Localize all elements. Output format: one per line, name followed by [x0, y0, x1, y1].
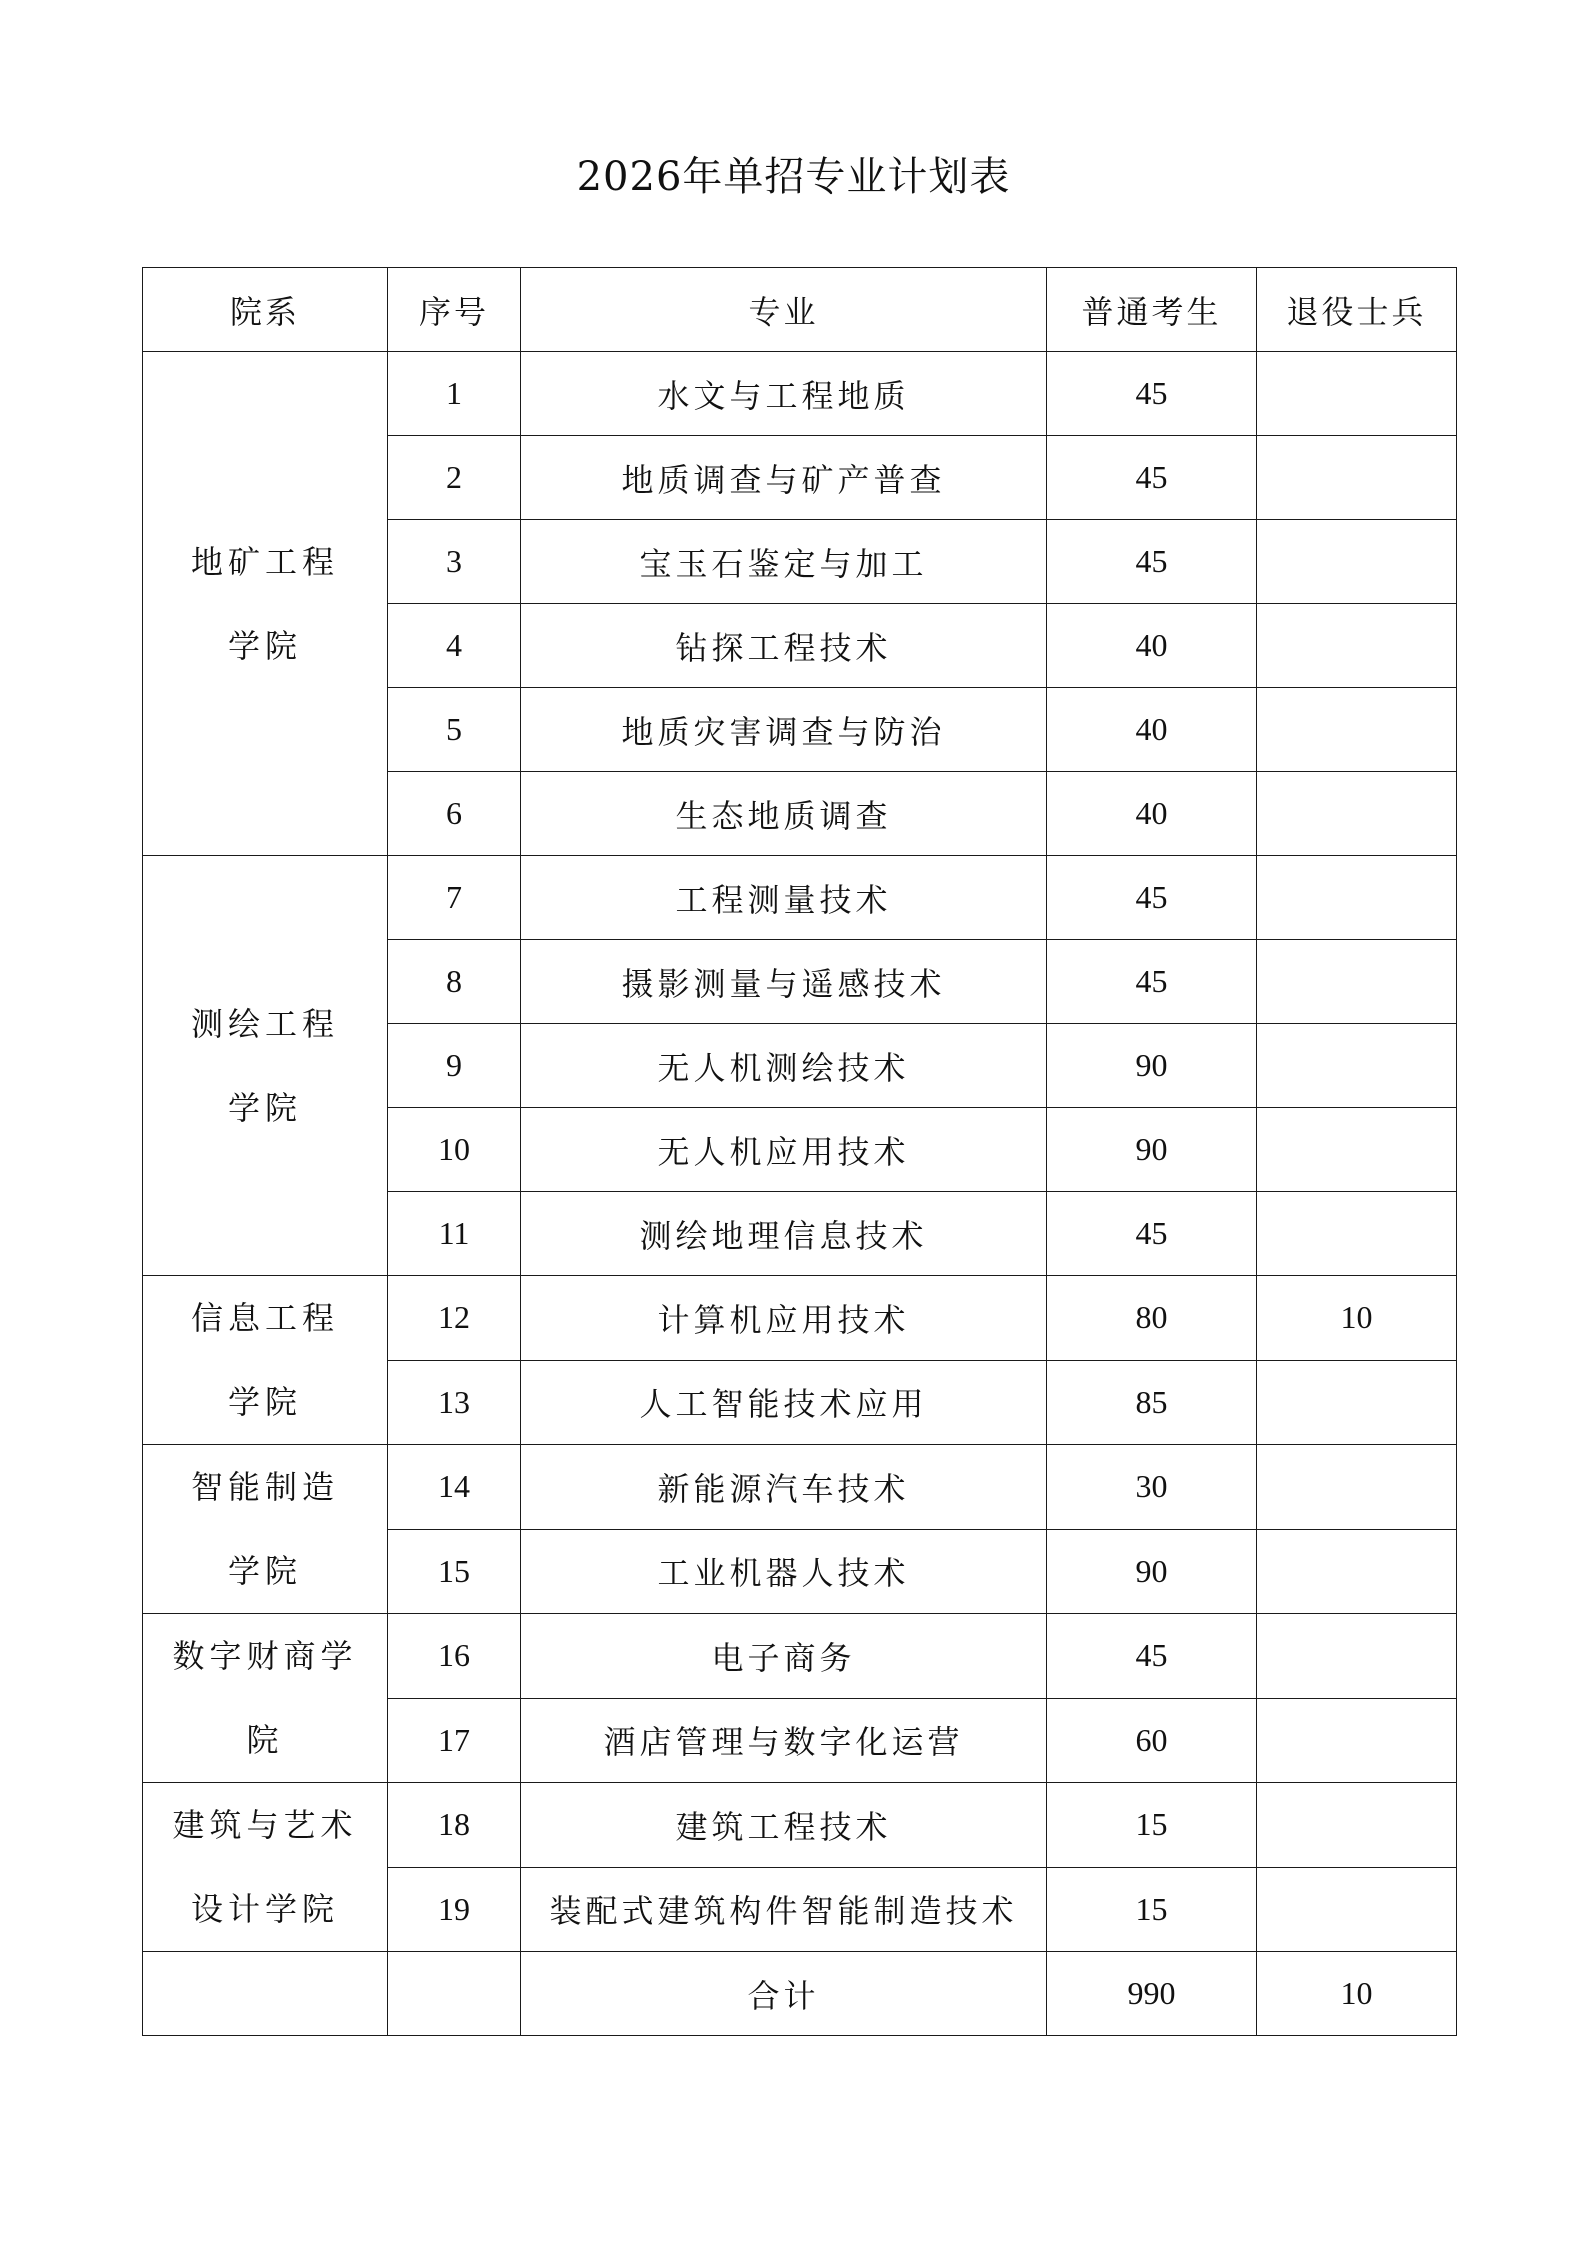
department-cell: [143, 1783, 388, 1952]
row-major: 生态地质调查: [521, 772, 1047, 856]
row-no: 12: [388, 1276, 521, 1361]
row-veteran: [1257, 688, 1457, 772]
row-major: 无人机应用技术: [521, 1108, 1047, 1192]
row-regular: 45: [1047, 352, 1257, 436]
department-name-line: 信息工程: [190, 1299, 339, 1337]
row-regular: 90: [1047, 1529, 1257, 1614]
row-no: 10: [388, 1108, 521, 1192]
row-no: 7: [388, 856, 521, 940]
department-name-line: 院: [246, 1721, 284, 1759]
department-name-line: 数字财商学: [172, 1637, 358, 1675]
row-veteran: [1257, 1108, 1457, 1192]
row-regular: 30: [1047, 1445, 1257, 1530]
table-row: [143, 1445, 1457, 1530]
department-cell: [143, 1445, 388, 1614]
header-row: [143, 268, 1457, 352]
plan-body: [143, 352, 1457, 1952]
total-department-cell: [143, 1952, 388, 2036]
row-major: 人工智能技术应用: [521, 1360, 1047, 1445]
total-label: 合计: [521, 1952, 1047, 2036]
row-major: 宝玉石鉴定与加工: [521, 520, 1047, 604]
row-regular: 45: [1047, 436, 1257, 520]
row-veteran: [1257, 856, 1457, 940]
row-no: 16: [388, 1614, 521, 1699]
department-cell: [143, 1276, 388, 1445]
table-row: [143, 1276, 1457, 1361]
page-title: 2026年单招专业计划表: [576, 154, 1011, 200]
row-no: 17: [388, 1698, 521, 1783]
row-veteran: [1257, 520, 1457, 604]
row-major: 水文与工程地质: [521, 352, 1047, 436]
row-veteran: [1257, 1445, 1457, 1530]
table-row: [143, 352, 1457, 436]
row-no: 9: [388, 1024, 521, 1108]
department-name-line: 测绘工程: [190, 1004, 339, 1043]
row-no: 19: [388, 1867, 521, 1952]
row-no: 13: [388, 1360, 521, 1445]
row-major: 酒店管理与数字化运营: [521, 1698, 1047, 1783]
row-no: 11: [388, 1192, 521, 1276]
header-no: 序号: [388, 268, 521, 352]
row-major: 新能源汽车技术: [521, 1445, 1047, 1530]
row-major: 装配式建筑构件智能制造技术: [521, 1867, 1047, 1952]
row-veteran: [1257, 1192, 1457, 1276]
row-major: 地质调查与矿产普查: [521, 436, 1047, 520]
row-no: 5: [388, 688, 521, 772]
row-regular: 80: [1047, 1276, 1257, 1361]
department-cell: [143, 1614, 388, 1783]
header-regular: 普通考生: [1047, 268, 1257, 352]
row-veteran: [1257, 1698, 1457, 1783]
total-regular: 990: [1047, 1952, 1257, 2036]
header-veteran: 退役士兵: [1257, 268, 1457, 352]
department-name-line: 设计学院: [190, 1890, 339, 1928]
row-regular: 15: [1047, 1867, 1257, 1952]
row-veteran: [1257, 1783, 1457, 1868]
row-veteran: [1257, 352, 1457, 436]
department-name-line: 学院: [227, 626, 302, 665]
row-veteran: [1257, 1614, 1457, 1699]
row-major: 测绘地理信息技术: [521, 1192, 1047, 1276]
row-no: 3: [388, 520, 521, 604]
row-regular: 45: [1047, 856, 1257, 940]
row-major: 摄影测量与遥感技术: [521, 940, 1047, 1024]
row-no: 6: [388, 772, 521, 856]
row-no: 14: [388, 1445, 521, 1530]
row-no: 1: [388, 352, 521, 436]
department-name-line: 智能制造: [190, 1468, 339, 1506]
department-name-line: 学院: [227, 1383, 302, 1421]
header-major: 专业: [521, 268, 1047, 352]
row-regular: 45: [1047, 1192, 1257, 1276]
row-veteran: [1257, 772, 1457, 856]
row-regular: 40: [1047, 772, 1257, 856]
row-major: 建筑工程技术: [521, 1783, 1047, 1868]
department-name-line: 学院: [227, 1088, 302, 1127]
row-regular: 45: [1047, 1614, 1257, 1699]
row-regular: 15: [1047, 1783, 1257, 1868]
row-major: 地质灾害调查与防治: [521, 688, 1047, 772]
row-veteran: 10: [1257, 1276, 1457, 1361]
row-no: 18: [388, 1783, 521, 1868]
plan-table: [142, 267, 1457, 2036]
row-veteran: [1257, 940, 1457, 1024]
row-veteran: [1257, 1529, 1457, 1614]
header-department: 院系: [143, 268, 388, 352]
row-no: 8: [388, 940, 521, 1024]
table-row: [143, 856, 1457, 940]
row-no: 15: [388, 1529, 521, 1614]
row-major: 钻探工程技术: [521, 604, 1047, 688]
department-name-line: 地矿工程: [190, 542, 339, 581]
row-regular: 45: [1047, 940, 1257, 1024]
total-row: [143, 1952, 1457, 2036]
row-veteran: [1257, 436, 1457, 520]
row-major: 工业机器人技术: [521, 1529, 1047, 1614]
row-regular: 90: [1047, 1108, 1257, 1192]
row-major: 电子商务: [521, 1614, 1047, 1699]
row-no: 2: [388, 436, 521, 520]
row-major: 无人机测绘技术: [521, 1024, 1047, 1108]
row-regular: 60: [1047, 1698, 1257, 1783]
row-veteran: [1257, 1360, 1457, 1445]
department-name-line: 建筑与艺术: [172, 1806, 358, 1844]
row-major: 计算机应用技术: [521, 1276, 1047, 1361]
row-regular: 40: [1047, 688, 1257, 772]
department-cell: [143, 352, 388, 856]
row-regular: 40: [1047, 604, 1257, 688]
row-no: 4: [388, 604, 521, 688]
table-row: [143, 1783, 1457, 1868]
row-regular: 45: [1047, 520, 1257, 604]
department-cell: [143, 856, 388, 1276]
row-veteran: [1257, 1024, 1457, 1108]
row-veteran: [1257, 1867, 1457, 1952]
row-veteran: [1257, 604, 1457, 688]
row-regular: 85: [1047, 1360, 1257, 1445]
total-no-cell: [388, 1952, 521, 2036]
department-name-line: 学院: [227, 1552, 302, 1590]
total-veteran: 10: [1257, 1952, 1457, 2036]
row-regular: 90: [1047, 1024, 1257, 1108]
row-major: 工程测量技术: [521, 856, 1047, 940]
table-row: [143, 1614, 1457, 1699]
